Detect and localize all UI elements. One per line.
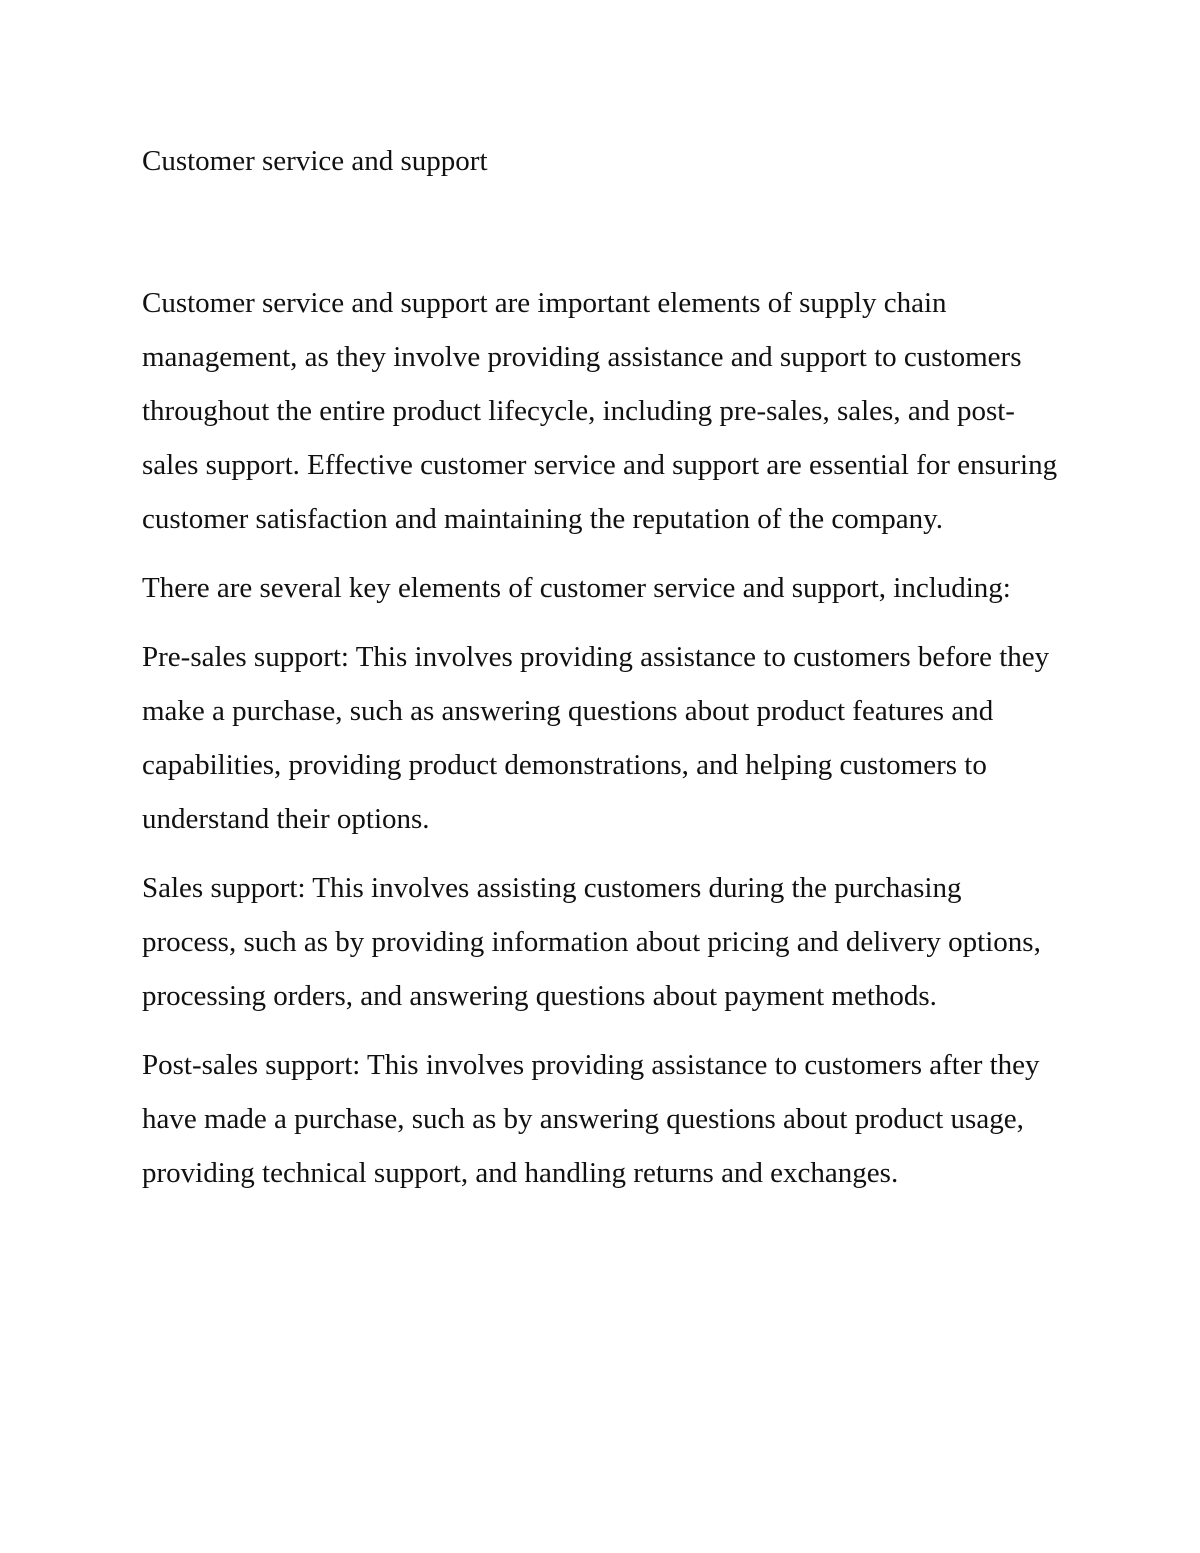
paragraph-sales: Sales support: This involves assisting customers during the purchasing process, such as by providing information about pricing and delivery options, processing orders, and answering questions about payment methods.: [142, 872, 1041, 1012]
paragraph-pre-sales: Pre-sales support: This involves providing assistance to customers before they make a purchase, such as answering questions about product features and capabilities, providing product demonstrations, and helping customers to understand their options.: [142, 641, 1050, 835]
paragraph-key-elements: There are several key elements of customer service and support, including:: [142, 572, 1011, 604]
document-title: Customer service and support: [142, 145, 488, 177]
document-body: [142, 138, 1062, 1215]
paragraph-intro: Customer service and support are important elements of supply chain management, as they involve providing assistance and support to customers throughout the entire product lifecycle, including pre-sales, sales, and post-sales support. Effective customer service and support are essential for ensuring customer satisfaction and maintaining the reputation of the company.: [142, 287, 1058, 535]
paragraph-post-sales: Post-sales support: This involves providing assistance to customers after they have made a purchase, such as by answering questions about product usage, providing technical support, and handling returns and exchanges.: [142, 1049, 1040, 1189]
